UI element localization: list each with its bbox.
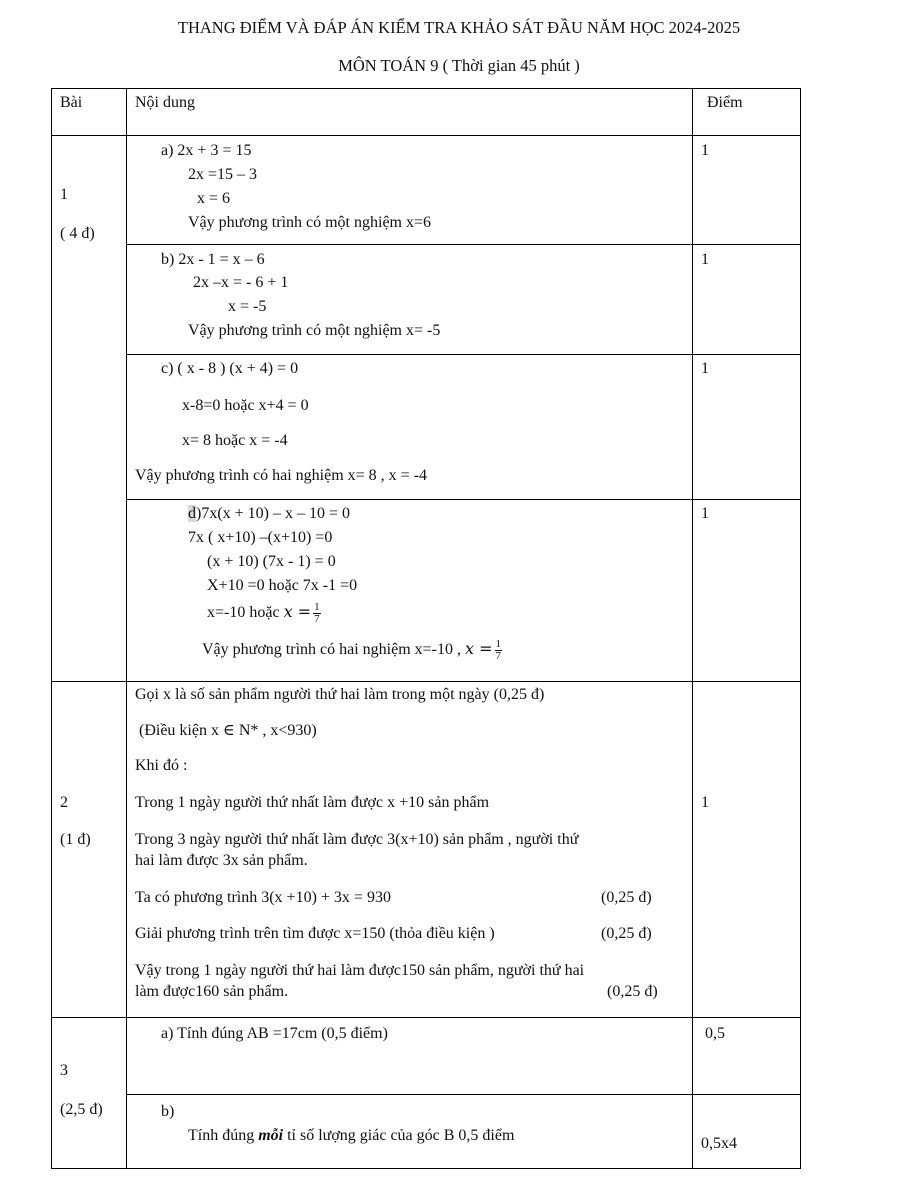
header-diem: Điểm [707,94,743,111]
bai1c-line1: c) ( x - 8 ) (x + 4) = 0 [161,360,299,377]
bai1b-conclusion: Vậy phương trình có một nghiệm x= -5 [188,322,441,339]
bai3b-label: b) [161,1103,175,1120]
bai1b-line1: b) 2x - 1 = x – 6 [161,251,265,268]
bai1d-line5: x=-10 hoặc x = $\frac{1}{7}$ [207,600,320,625]
header-noi-dung: Nội dung [135,94,195,111]
bai1a-line3: x = 6 [197,190,231,207]
bai1a-score: 1 [701,142,709,159]
bai2-score: 1 [701,794,709,811]
bai1-number: 1 [60,186,68,203]
bai3-points: (2,5 đ) [60,1101,103,1118]
bai1b-line2: 2x –x = - 6 + 1 [193,274,289,291]
bai1a-line1: a) 2x + 3 = 15 [161,142,252,159]
bai2-line5a: Trong 3 ngày người thứ nhất làm được 3(x+10) sản phẩm , người thứ [135,831,579,848]
bai2-condition: (Điều kiện x ∈ N* , x<930) [139,722,317,739]
bai2-line3: Khi đó : [135,757,188,774]
bai1d-line3: (x + 10) (7x - 1) = 0 [207,553,336,570]
bai3a-score: 0,5 [705,1025,725,1042]
bai2-solve: Giải phương trình trên tìm được x=150 (thỏa điều kiện ) [135,925,495,942]
bai1b-line3: x = -5 [228,298,267,315]
bai1c-line2: x-8=0 hoặc x+4 = 0 [182,397,309,414]
fraction-one-seventh: $\frac{1}{7}$ [314,600,320,625]
bai1a-conclusion: Vậy phương trình có một nghiệm x=6 [188,214,432,231]
bai1d-line1: d)7x(x + 10) – x – 10 = 0 [188,505,351,522]
bai1c-line3: x= 8 hoặc x = -4 [182,432,288,449]
bai3-number: 3 [60,1062,68,1079]
bai2-line4: Trong 1 ngày người thứ nhất làm được x +10 sản phẩm [135,794,490,811]
bai1d-conclusion: Vậy phương trình có hai nghiệm x=-10 , x = $\frac{1}{7}$ [202,637,502,662]
bai2-points: (1 đ) [60,831,91,848]
bai1a-line2: 2x =15 – 3 [188,166,258,183]
bai3a-text: a) Tính đúng AB =17cm (0,5 điểm) [161,1025,388,1042]
fraction-one-seventh: $\frac{1}{7}$ [495,637,502,662]
bai2-number: 2 [60,794,68,811]
bai2-equation-score: (0,25 đ) [601,889,652,906]
bai3b-text: Tính đúng mỗi tỉ số lượng giác của góc B 0,5 điểm [188,1127,515,1144]
answer-table [51,88,801,1169]
bai2-line1: Gọi x là số sản phẩm người thứ hai làm trong một ngày (0,25 đ) [135,686,545,703]
bai1d-line4: X+10 =0 hoặc 7x -1 =0 [207,577,358,594]
bai1d-label-highlight: d [188,505,196,522]
bai2-solve-score: (0,25 đ) [601,925,652,942]
bai1d-line2: 7x ( x+10) –(x+10) =0 [188,529,333,546]
bai2-conclusion-b: làm được160 sản phẩm. [135,983,289,1000]
bai1b-score: 1 [701,251,709,268]
bai1c-conclusion: Vậy phương trình có hai nghiệm x= 8 , x = -4 [135,467,428,484]
bai1-points: ( 4 đ) [60,225,95,242]
bai2-line5b: hai làm được 3x sản phẩm. [135,852,308,869]
bai2-equation: Ta có phương trình 3(x +10) + 3x = 930 [135,889,391,906]
document-title: THANG ĐIỂM VÀ ĐÁP ÁN KIỂM TRA KHẢO SÁT ĐẦU NĂM HỌC 2024-2025 [177,18,741,37]
bai2-conclusion-a: Vậy trong 1 ngày người thứ hai làm được150 sản phẩm, người thứ hai [135,962,585,979]
document-subtitle: MÔN TOÁN 9 ( Thời gian 45 phút ) [338,56,580,75]
bai1d-score: 1 [701,505,709,522]
bai2-conclusion-score: (0,25 đ) [607,983,658,1000]
header-bai: Bài [60,94,83,111]
bai1c-score: 1 [701,360,709,377]
bai3b-score: 0,5x4 [701,1135,737,1152]
